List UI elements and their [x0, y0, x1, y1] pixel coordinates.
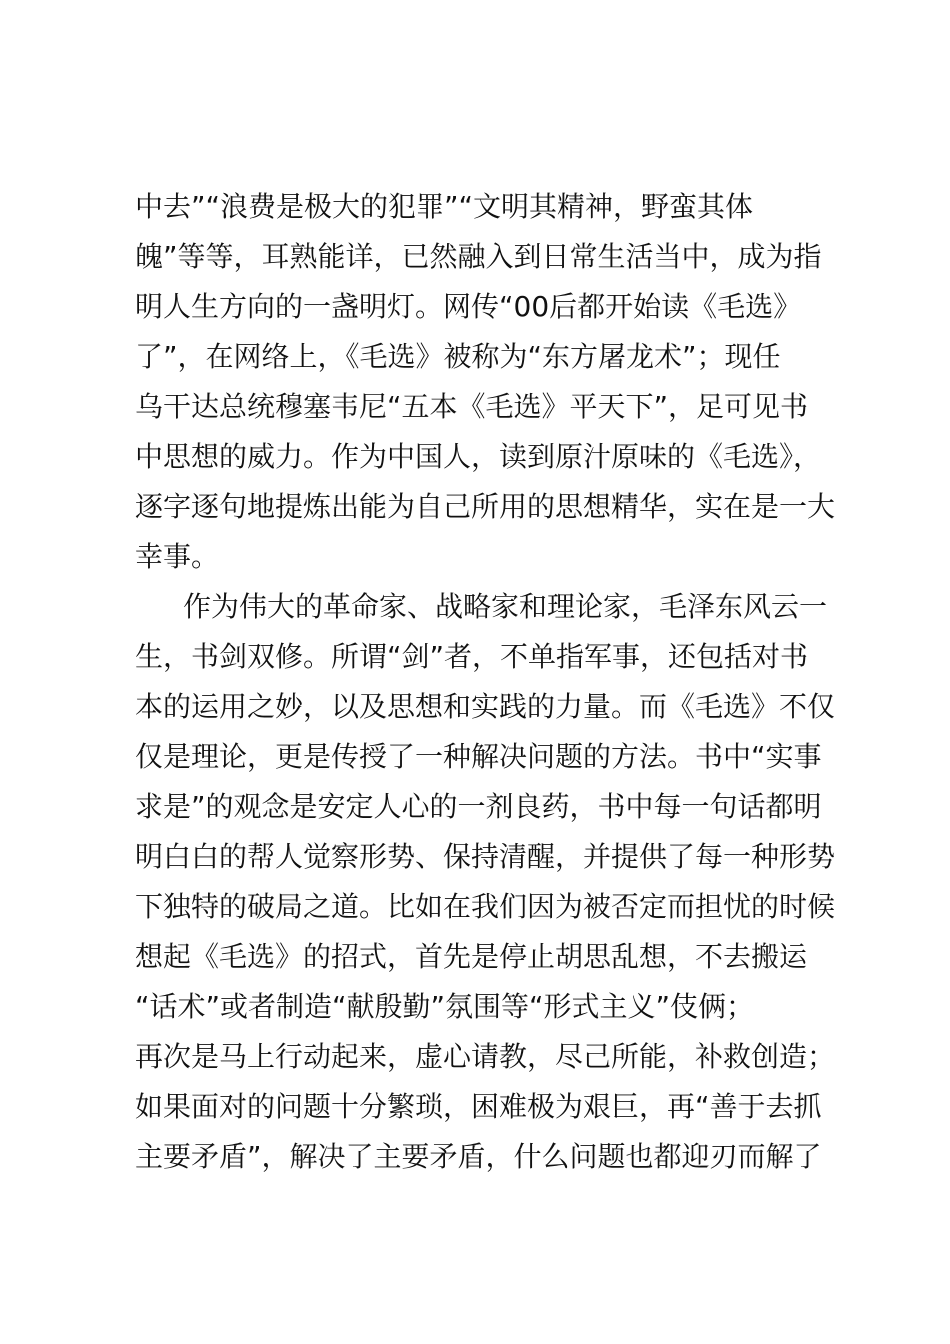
text-line: 中去”“浪费是极大的犯罪”“文明其精神，野蛮其体	[135, 190, 754, 223]
body-text	[135, 182, 835, 1182]
text-line: 魄”等等，耳熟能详，已然融入到日常生活当中，成为指	[135, 240, 822, 273]
text-line: 想起《毛选》的招式，首先是停止胡思乱想，不去搬运	[135, 940, 808, 973]
text-line: 求是”的观念是安定人心的一剂良药，书中每一句话都明	[135, 790, 822, 823]
text-line: 生，书剑双修。所谓“剑”者，不单指军事，还包括对书	[135, 640, 809, 673]
text-line: 主要矛盾”，解决了主要矛盾，什么问题也都迎刃而解了	[135, 1140, 822, 1173]
text-line: 中思想的威力。作为中国人，读到原汁原味的《毛选》，	[135, 440, 822, 473]
text-line: 下独特的破局之道。比如在我们因为被否定而担忧的时候	[135, 890, 836, 923]
text-line: 明白白的帮人觉察形势、保持清醒，并提供了每一种形势	[135, 840, 836, 873]
text-line: 了”，在网络上，《毛选》被称为“东方屠龙术”；现任	[135, 340, 781, 373]
text-line: 明人生方向的一盏明灯。网传“00后都开始读《毛选》	[135, 290, 802, 323]
text-line: 幸事。	[135, 540, 220, 573]
text-line: 仅是理论，更是传授了一种解决问题的方法。书中“实事	[135, 740, 822, 773]
text-line: 乌干达总统穆塞韦尼“五本《毛选》平天下”，足可见书	[135, 390, 809, 423]
text-line: 再次是马上行动起来，虚心请教，尽己所能，补救创造；	[135, 1040, 836, 1073]
paragraph-1	[135, 182, 835, 582]
text-line: 如果面对的问题十分繁琐，困难极为艰巨，再“善于去抓	[135, 1090, 822, 1123]
text-line: 逐字逐句地提炼出能为自己所用的思想精华，实在是一大	[135, 490, 836, 523]
paragraph-2	[135, 582, 835, 1182]
text-line: 本的运用之妙，以及思想和实践的力量。而《毛选》不仅	[135, 690, 836, 723]
text-line: “话术”或者制造“献殷勤”氛围等“形式主义”伎俩；	[135, 990, 755, 1023]
text-line: 作为伟大的革命家、战略家和理论家，毛泽东风云一	[183, 590, 828, 623]
